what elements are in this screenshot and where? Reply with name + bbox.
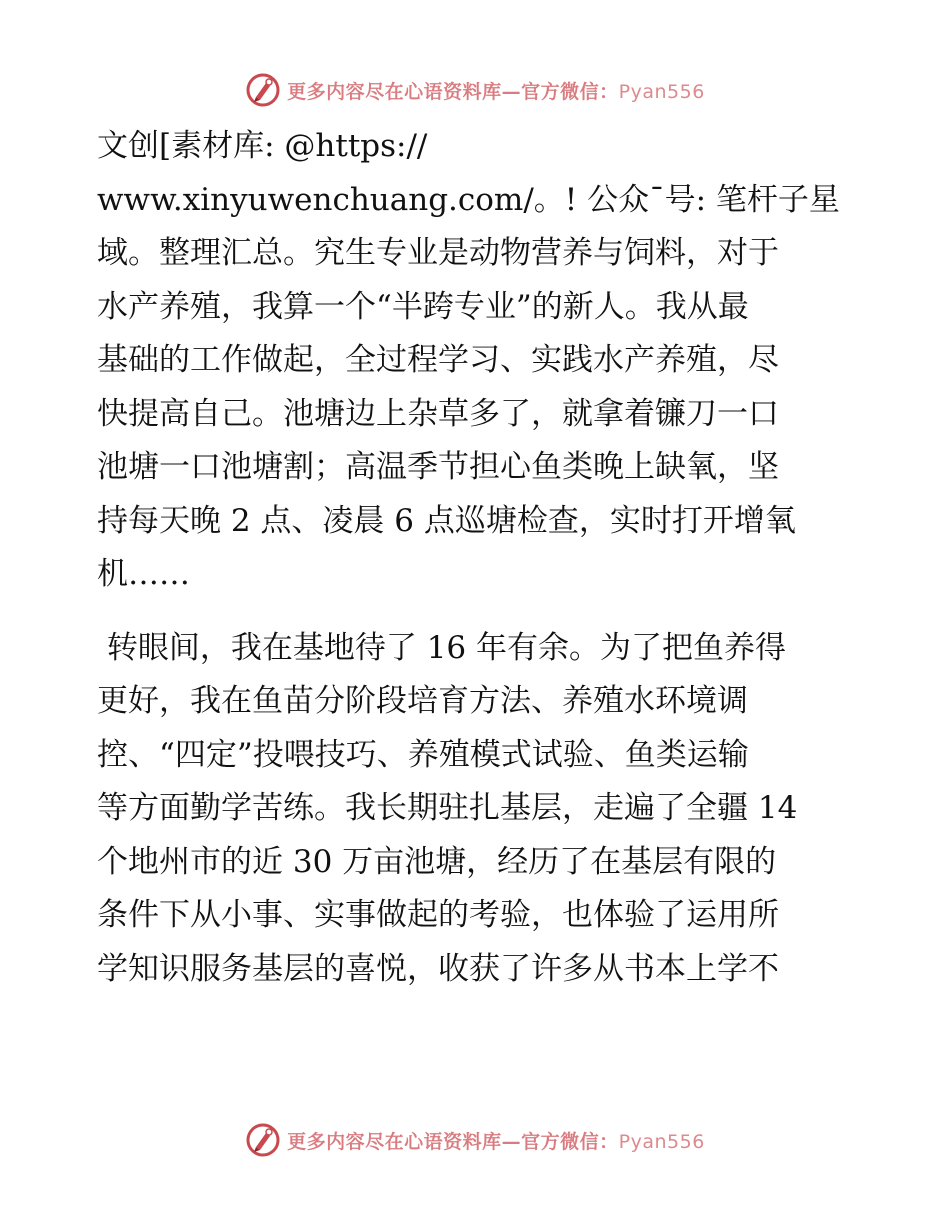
paragraph-gap [97,602,857,622]
wechat-id: Pyan556 [618,1130,705,1153]
pen-logo-icon [245,1122,281,1158]
text-line: 持每天晚 2 点、凌晨 6 点巡塘检查，实时打开增氧 [97,502,796,539]
text-line: www.xinyuwenchuang.com/。! 公众¯号: 笔杆子星 [97,181,840,218]
paragraph-1 [97,120,857,602]
text-line: 个地州市的近 30 万亩池塘，经历了在基层有限的 [97,843,777,880]
watermark-text: 更多内容尽在心语资料库—官方微信：Pyan556 [287,80,705,103]
text-line: 域。整理汇总。究生专业是动物营养与饲料，对于 [97,235,779,271]
pen-logo-icon [245,72,281,108]
text-line: 学知识服务基层的喜悦，收获了许多从书本上学不 [97,950,779,987]
text-line: 机…… [97,556,190,592]
footer-watermark-banner [0,1118,950,1162]
text-line: 转眼间，我在基地待了 16 年有余。为了把鱼养得 [97,629,787,666]
watermark-text: 更多内容尽在心语资料库—官方微信：Pyan556 [287,1130,705,1153]
document-body [97,120,857,996]
text-line: 快提高自己。池塘边上杂草多了，就拿着镰刀一口 [97,395,779,432]
text-line: 水产养殖，我算一个“半跨专业”的新人。我从最 [97,288,749,325]
text-line: 池塘一口池塘割；高温季节担心鱼类晚上缺氧，坚 [97,449,779,485]
header-watermark-banner [0,68,950,112]
text-line: 等方面勤学苦练。我长期驻扎基层，走遍了全疆 14 [97,790,798,826]
text-line: 条件下从小事、实事做起的考验，也体验了运用所 [97,897,779,933]
text-line: 基础的工作做起，全过程学习、实践水产养殖，尽 [97,342,779,378]
wechat-id: Pyan556 [618,80,705,103]
text-line: 更好，我在鱼苗分阶段培育方法、养殖水环境调 [97,683,748,719]
text-line: 控、“四定”投喂技巧、养殖模式试验、鱼类运输 [97,736,749,773]
text-line: 文创[素材库: @https:// [97,128,428,164]
paragraph-2 [97,622,857,997]
